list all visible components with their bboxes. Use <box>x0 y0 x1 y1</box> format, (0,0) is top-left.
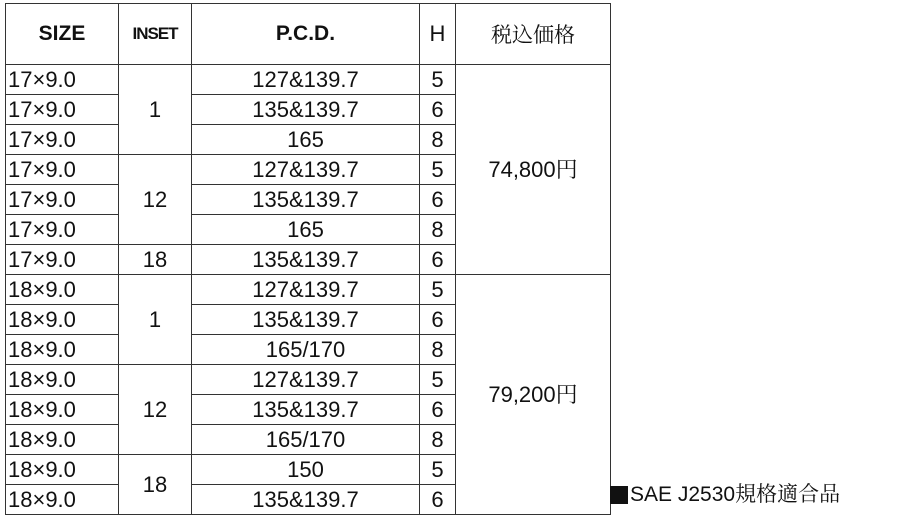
cell-pcd: 127&139.7 <box>192 365 420 395</box>
cell-pcd: 127&139.7 <box>192 275 420 305</box>
cell-inset: 12 <box>119 155 192 245</box>
header-h: H <box>420 4 456 65</box>
cell-h: 5 <box>420 155 456 185</box>
cell-size: 18×9.0 <box>6 365 119 395</box>
cell-size: 17×9.0 <box>6 125 119 155</box>
cell-pcd: 127&139.7 <box>192 65 420 95</box>
cell-price: 74,800円 <box>456 65 611 275</box>
cell-pcd: 127&139.7 <box>192 155 420 185</box>
cell-pcd: 165 <box>192 125 420 155</box>
sae-note <box>610 482 840 508</box>
cell-h: 6 <box>420 395 456 425</box>
cell-h: 6 <box>420 245 456 275</box>
cell-pcd: 135&139.7 <box>192 305 420 335</box>
cell-h: 6 <box>420 185 456 215</box>
cell-pcd: 135&139.7 <box>192 185 420 215</box>
cell-size: 17×9.0 <box>6 185 119 215</box>
cell-size: 17×9.0 <box>6 245 119 275</box>
cell-h: 5 <box>420 65 456 95</box>
header-inset: INSET <box>119 4 192 65</box>
table-body <box>6 65 611 515</box>
cell-size: 18×9.0 <box>6 395 119 425</box>
cell-inset: 1 <box>119 65 192 155</box>
table-row <box>6 275 611 305</box>
square-bullet-icon <box>610 486 628 504</box>
cell-h: 5 <box>420 275 456 305</box>
cell-size: 18×9.0 <box>6 485 119 515</box>
cell-inset: 1 <box>119 275 192 365</box>
cell-inset: 18 <box>119 245 192 275</box>
cell-size: 17×9.0 <box>6 155 119 185</box>
cell-h: 8 <box>420 335 456 365</box>
cell-size: 17×9.0 <box>6 65 119 95</box>
cell-h: 5 <box>420 365 456 395</box>
cell-pcd: 165 <box>192 215 420 245</box>
header-price: 税込価格 <box>456 4 611 65</box>
cell-h: 8 <box>420 125 456 155</box>
cell-pcd: 135&139.7 <box>192 95 420 125</box>
cell-inset: 12 <box>119 365 192 455</box>
header-row <box>6 4 611 65</box>
cell-h: 6 <box>420 485 456 515</box>
cell-h: 6 <box>420 95 456 125</box>
cell-size: 18×9.0 <box>6 335 119 365</box>
cell-size: 18×9.0 <box>6 425 119 455</box>
cell-pcd: 135&139.7 <box>192 395 420 425</box>
cell-h: 6 <box>420 305 456 335</box>
cell-h: 8 <box>420 425 456 455</box>
cell-size: 17×9.0 <box>6 95 119 125</box>
cell-size: 18×9.0 <box>6 455 119 485</box>
cell-pcd: 165/170 <box>192 335 420 365</box>
header-pcd: P.C.D. <box>192 4 420 65</box>
cell-size: 17×9.0 <box>6 215 119 245</box>
cell-size: 18×9.0 <box>6 305 119 335</box>
cell-pcd: 135&139.7 <box>192 485 420 515</box>
cell-pcd: 165/170 <box>192 425 420 455</box>
table-row <box>6 65 611 95</box>
cell-h: 8 <box>420 215 456 245</box>
cell-h: 5 <box>420 455 456 485</box>
sae-note-text: SAE J2530規格適合品 <box>630 483 841 506</box>
cell-size: 18×9.0 <box>6 275 119 305</box>
cell-pcd: 150 <box>192 455 420 485</box>
spec-table <box>5 3 611 515</box>
cell-inset: 18 <box>119 455 192 515</box>
cell-pcd: 135&139.7 <box>192 245 420 275</box>
header-size: SIZE <box>6 4 119 65</box>
cell-price: 79,200円 <box>456 275 611 515</box>
